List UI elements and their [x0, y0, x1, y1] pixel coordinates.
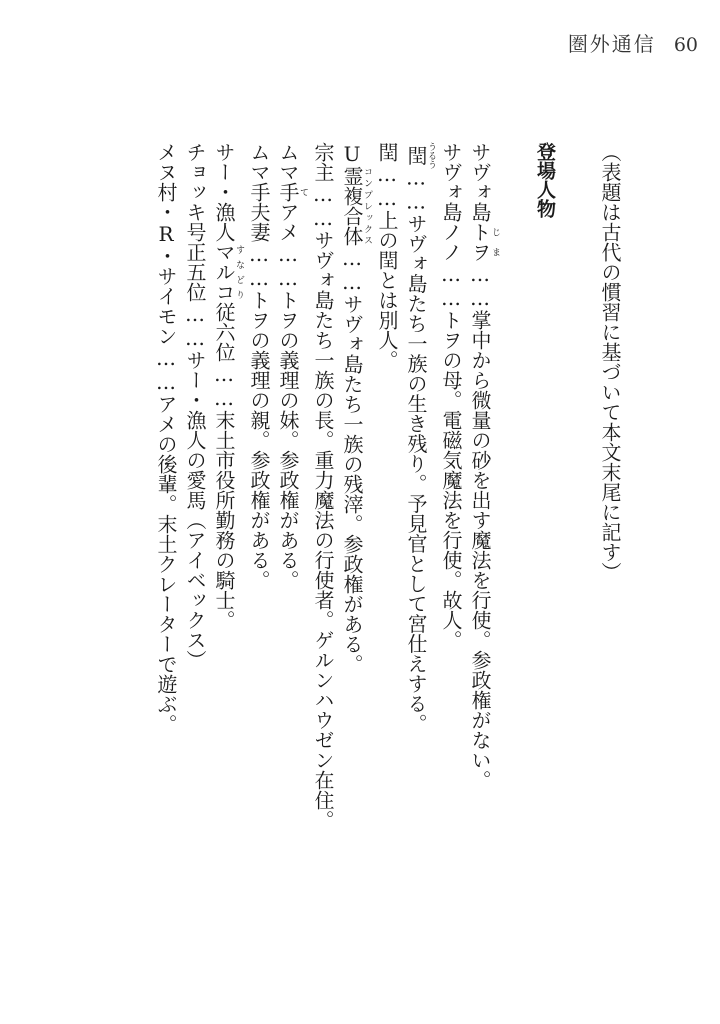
- character-entry: [401, 142, 436, 734]
- character-name: ムマ: [276, 142, 300, 182]
- character-entry: [273, 142, 308, 702]
- running-header: [568, 28, 698, 57]
- character-description: ……上の閏とは別人。: [375, 162, 399, 370]
- character-entry: [244, 142, 273, 702]
- character-description: ……トヲの義理の親。参政権がある。: [247, 242, 271, 590]
- character-entry: [308, 142, 337, 830]
- character-name: サヴォ島: [468, 142, 492, 222]
- character-description: アメ……トヲの義理の妹。参政権がある。: [276, 202, 300, 590]
- character-name-ruby: 手て: [276, 182, 308, 202]
- character-entry: [372, 142, 401, 702]
- character-description: ……掌中から微量の砂を出す魔法を行使。参政権がない。: [468, 262, 492, 790]
- character-name-ruby: トヲじま: [468, 222, 500, 262]
- note-line: （表題は古代の慣習に基づいて本文末尾に記す）: [598, 142, 622, 582]
- character-entry: [151, 142, 180, 734]
- character-name: U: [340, 142, 364, 166]
- character-name: 宗主: [311, 142, 335, 182]
- character-name: 閏: [375, 142, 399, 162]
- book-title: 圏外通信: [567, 32, 656, 56]
- character-description: ……サヴォ島たち一族の長。重力魔法の行使者。ゲルンハウゼン在住。: [311, 182, 335, 830]
- character-description: ……サヴォ島たち一族の残滓。参政権がある。: [340, 246, 364, 674]
- character-entry: [209, 142, 244, 702]
- character-name: ノノ: [439, 222, 463, 262]
- character-description: 従六位……末土市役所勤務の騎士。: [212, 302, 236, 630]
- character-name: チョッキ号正五位: [183, 142, 207, 302]
- character-name: サー・漁人: [212, 142, 236, 242]
- vertical-text-block: [151, 142, 624, 830]
- character-description: ……サヴォ島たち一族の生き残り。予見官として宮仕えする。: [404, 165, 428, 734]
- character-name-ruby: 霊複合体コンプレックス: [340, 166, 372, 246]
- character-name: サヴォ島: [439, 142, 463, 222]
- character-name: ムマ手夫妻: [247, 142, 271, 242]
- character-description: ……サー・漁人の愛馬（アイベックス）: [183, 302, 207, 670]
- character-description: ……アメの後輩。末土クレーターで遊ぶ。: [154, 346, 178, 734]
- character-description: ……トヲの母。電磁気魔法を行使。故人。: [439, 262, 463, 650]
- page-number: 60: [673, 34, 698, 56]
- character-entry: [465, 142, 500, 790]
- character-entry: [337, 142, 372, 702]
- section-heading: 登場人物: [534, 142, 556, 218]
- character-name-ruby: マルコすなどり: [212, 242, 244, 302]
- character-name: メヌ村・R・サイモン: [154, 142, 178, 346]
- character-name-ruby: 閏うるう: [404, 142, 436, 169]
- character-entry: [180, 142, 209, 702]
- character-entry: [436, 142, 465, 702]
